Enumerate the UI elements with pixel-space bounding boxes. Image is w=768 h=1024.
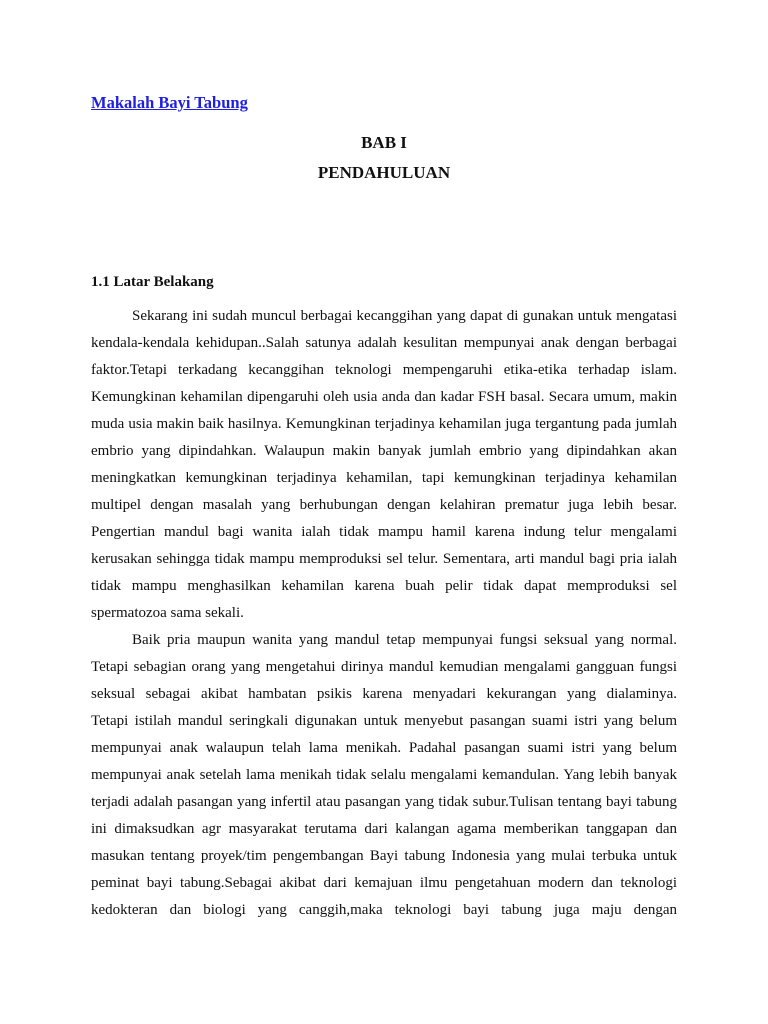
paragraph-2	[91, 627, 677, 924]
document-title-link[interactable]: Makalah Bayi Tabung	[91, 93, 248, 112]
paragraph-line: tidak mampu menghasilkan kehamilan karena buah pelir tidak dapat memproduksi sel	[91, 578, 677, 594]
paragraph-line: mempunyai anak setelah lama menikah tidak selalu mengalami kemandulan. Yang lebih banyak	[91, 767, 677, 783]
paragraph-1	[91, 303, 677, 627]
paragraph-line: muda usia makin baik hasilnya. Kemungkinan terjadinya kehamilan juga tergantung pada jumlah	[91, 416, 677, 432]
paragraph-line: Kemungkinan kehamilan dipengaruhi oleh usia anda dan kadar FSH basal. Secara umum, makin	[91, 389, 677, 405]
paragraph-line: faktor.Tetapi terkadang kecanggihan teknologi mempengaruhi etika-etika terhadap islam.	[91, 362, 677, 378]
paragraph-line: Pengertian mandul bagi wanita ialah tidak mampu hamil karena indung telur mengalami	[91, 524, 677, 540]
paragraph-line: peminat bayi tabung.Sebagai akibat dari kemajuan ilmu pengetahuan modern dan teknologi	[91, 875, 677, 891]
paragraph-line: meningkatkan kemungkinan terjadinya kehamilan, tapi kemungkinan terjadinya kehamilan	[91, 470, 677, 486]
paragraph-line: kerusakan sehingga tidak mampu memproduksi sel telur. Sementara, arti mandul bagi pria ialah	[91, 551, 677, 567]
paragraph-line: multipel dengan masalah yang berhubungan dengan kelahiran prematur juga lebih besar.	[91, 497, 677, 513]
chapter-number: BAB I	[361, 133, 407, 152]
paragraph-line: Sekarang ini sudah muncul berbagai kecanggihan yang dapat di gunakan untuk mengatasi	[132, 308, 677, 324]
paragraph-line: embrio yang dipindahkan. Walaupun makin banyak jumlah embrio yang dipindahkan akan	[91, 443, 677, 459]
paragraph-line: seksual sebagai akibat hambatan psikis karena menyadari kekurangan yang dialaminya.	[91, 686, 677, 702]
paragraph-line: Tetapi istilah mandul seringkali digunakan untuk menyebut pasangan suami istri yang belum	[91, 713, 677, 729]
paragraph-line: Baik pria maupun wanita yang mandul tetap mempunyai fungsi seksual yang normal.	[132, 632, 677, 648]
section-heading: 1.1 Latar Belakang	[91, 274, 214, 290]
paragraph-line: kedokteran dan biologi yang canggih,maka teknologi bayi tabung juga maju dengan	[91, 902, 677, 918]
paragraph-line: masukan tentang proyek/tim pengembangan Bayi tabung Indonesia yang mulai terbuka untuk	[91, 848, 677, 864]
paragraph-line: Tetapi sebagian orang yang mengetahui dirinya mandul kemudian mengalami gangguan fungsi	[91, 659, 677, 675]
paragraph-line: spermatozoa sama sekali.	[91, 605, 244, 621]
paragraph-line: ini dimaksudkan agr masyarakat terutama dari kalangan agama memberikan tanggapan dan	[91, 821, 677, 837]
paragraph-line: kendala-kendala kehidupan..Salah satunya adalah kesulitan mempunyai anak dengan berbagai	[91, 335, 677, 351]
chapter-title: PENDAHULUAN	[317, 163, 451, 182]
paragraph-line: mempunyai anak walaupun telah lama menikah. Padahal pasangan suami istri yang belum	[91, 740, 677, 756]
paragraph-line: terjadi adalah pasangan yang infertil atau pasangan yang tidak subur.Tulisan tentang bayi tabung	[91, 794, 677, 810]
